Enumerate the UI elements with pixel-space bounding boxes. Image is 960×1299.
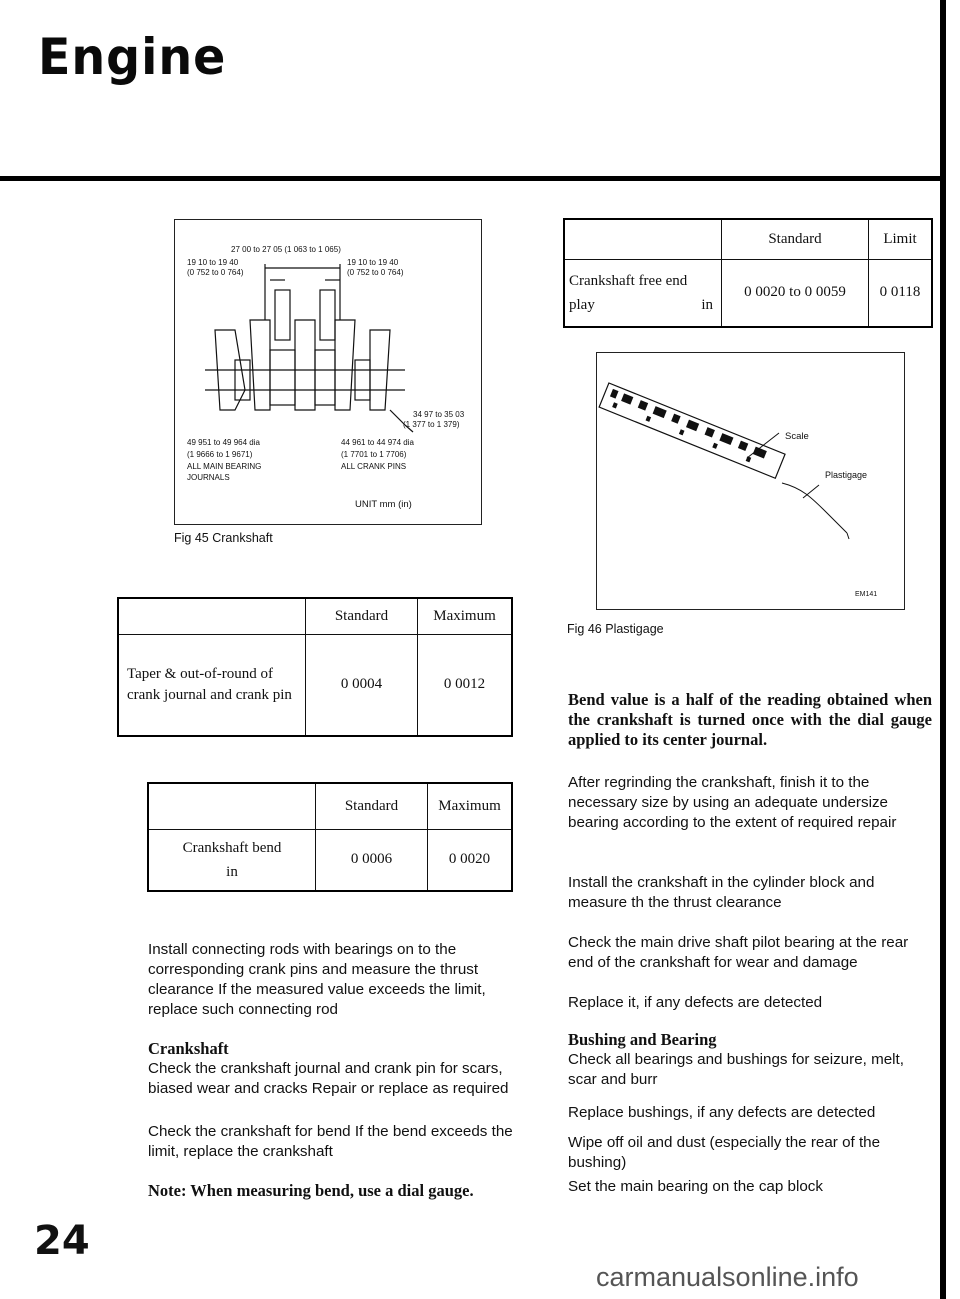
plastigage-label: Plastigage [825, 470, 868, 480]
bend-row-label-b: in [226, 863, 238, 880]
right-para-7: Wipe off oil and dust (especially the rear of the bushing) [568, 1134, 881, 1171]
fig45-dim-top: 27 00 to 27 05 (1 063 to 1 065) [231, 245, 341, 254]
endplay-row-label-b: play [569, 296, 595, 313]
bend-value-note: Bend value is a half of the reading obtained when the crankshaft is turned once with the dial gauge applied to its center journal. [568, 690, 932, 749]
fig45-pin-a: 44 961 to 44 974 dia [341, 438, 414, 447]
fig45-pin-c: ALL CRANK PINS [341, 462, 407, 471]
plastigage-diagram [597, 353, 904, 609]
taper-col-standard: Standard [306, 598, 418, 634]
bend-standard: 0 0006 [316, 829, 428, 891]
bend-col-standard: Standard [316, 783, 428, 829]
left-para-1: Install connecting rods with bearings on to the corresponding crank pins and measure the thrust clearance If the measured value exceeds the limit, replace such connecting rod [148, 941, 486, 1018]
fig45-caption [174, 531, 273, 545]
taper-row-label: Taper & out-of-round of crank journal and crank pin [118, 634, 306, 736]
right-para-8: Set the main bearing on the cap block [568, 1178, 823, 1195]
endplay-col-limit: Limit [869, 219, 933, 259]
watermark: carmanualsonline.info [596, 1262, 859, 1292]
fig45-dim-right-a: 19 10 to 19 40 [347, 258, 399, 267]
taper-col-max: Maximum [418, 598, 513, 634]
scale-label: Scale [785, 431, 809, 442]
fig45-main-b: (1 9666 to 1 9671) [187, 450, 253, 459]
fig45-main-c: ALL MAIN BEARING [187, 462, 262, 471]
bend-col-max: Maximum [428, 783, 513, 829]
right-para-4: Replace it, if any defects are detected [568, 994, 823, 1011]
fig46-caption-num: Fig 46 [567, 622, 602, 636]
taper-standard: 0 0004 [306, 634, 418, 736]
right-para-5: Check all bearings and bushings for seizure, melt, scar and burr [568, 1051, 904, 1088]
bushing-heading: Bushing and Bearing [568, 1030, 717, 1049]
endplay-limit: 0 0118 [869, 259, 933, 327]
fig45-dim-left-b: (0 752 to 0 764) [187, 268, 244, 277]
fig45-dim-left-a: 19 10 to 19 40 [187, 258, 239, 267]
fig45-pin-b: (1 7701 to 1 7706) [341, 450, 407, 459]
right-para-3: Check the main drive shaft pilot bearing at the rear end of the crankshaft for wear and damage [568, 934, 909, 971]
endplay-table [563, 218, 933, 328]
page-title: Engine [38, 28, 227, 86]
crankshaft-heading: Crankshaft [148, 1039, 229, 1058]
endplay-row-label-a: Crankshaft free end [569, 272, 688, 289]
fig46-code: EM141 [855, 591, 878, 598]
note-text: Note: When measuring bend, use a dial gauge. [148, 1181, 474, 1200]
left-para-2: Check the crankshaft journal and crank pin for scars, biased wear and cracks Repair or replace as required [148, 1060, 509, 1097]
fig46-caption [567, 622, 664, 636]
right-para-1: After regrinding the crankshaft, finish it to the necessary size by using an adequate undersize bearing according to the extent of required repair [568, 774, 897, 831]
bend-max: 0 0020 [428, 829, 513, 891]
right-para-2: Install the crankshaft in the cylinder block and measure th the thrust clearance [568, 874, 875, 911]
page-number: 24 [34, 1218, 90, 1264]
endplay-standard: 0 0020 to 0 0059 [722, 259, 869, 327]
bend-table [147, 782, 513, 892]
bend-row-label-a: Crankshaft bend [182, 839, 282, 856]
fig46-caption-text: Plastigage [605, 622, 664, 636]
fig45-dim-side-b: (1 377 to 1 379) [403, 420, 460, 429]
fig46-frame [596, 352, 905, 610]
left-para-3: Check the crankshaft for bend If the bend exceeds the limit, replace the crankshaft [148, 1123, 513, 1160]
taper-max: 0 0012 [418, 634, 513, 736]
fig45-main-a: 49 951 to 49 964 dia [187, 438, 260, 447]
fig45-caption-text: Crankshaft [212, 531, 273, 545]
fig45-main-d: JOURNALS [187, 473, 230, 482]
endplay-row-unit: in [701, 296, 713, 313]
fig45-unit: UNIT mm (in) [355, 499, 412, 510]
right-para-6: Replace bushings, if any defects are detected [568, 1104, 876, 1121]
header-rule [0, 176, 945, 181]
endplay-col-standard: Standard [722, 219, 869, 259]
fig45-dim-right-b: (0 752 to 0 764) [347, 268, 404, 277]
fig45-caption-num: Fig 45 [174, 531, 209, 545]
taper-table [117, 597, 513, 737]
fig45-frame [174, 219, 482, 525]
page-edge [940, 0, 946, 1299]
fig45-dim-side-a: 34 97 to 35 03 [413, 410, 465, 419]
